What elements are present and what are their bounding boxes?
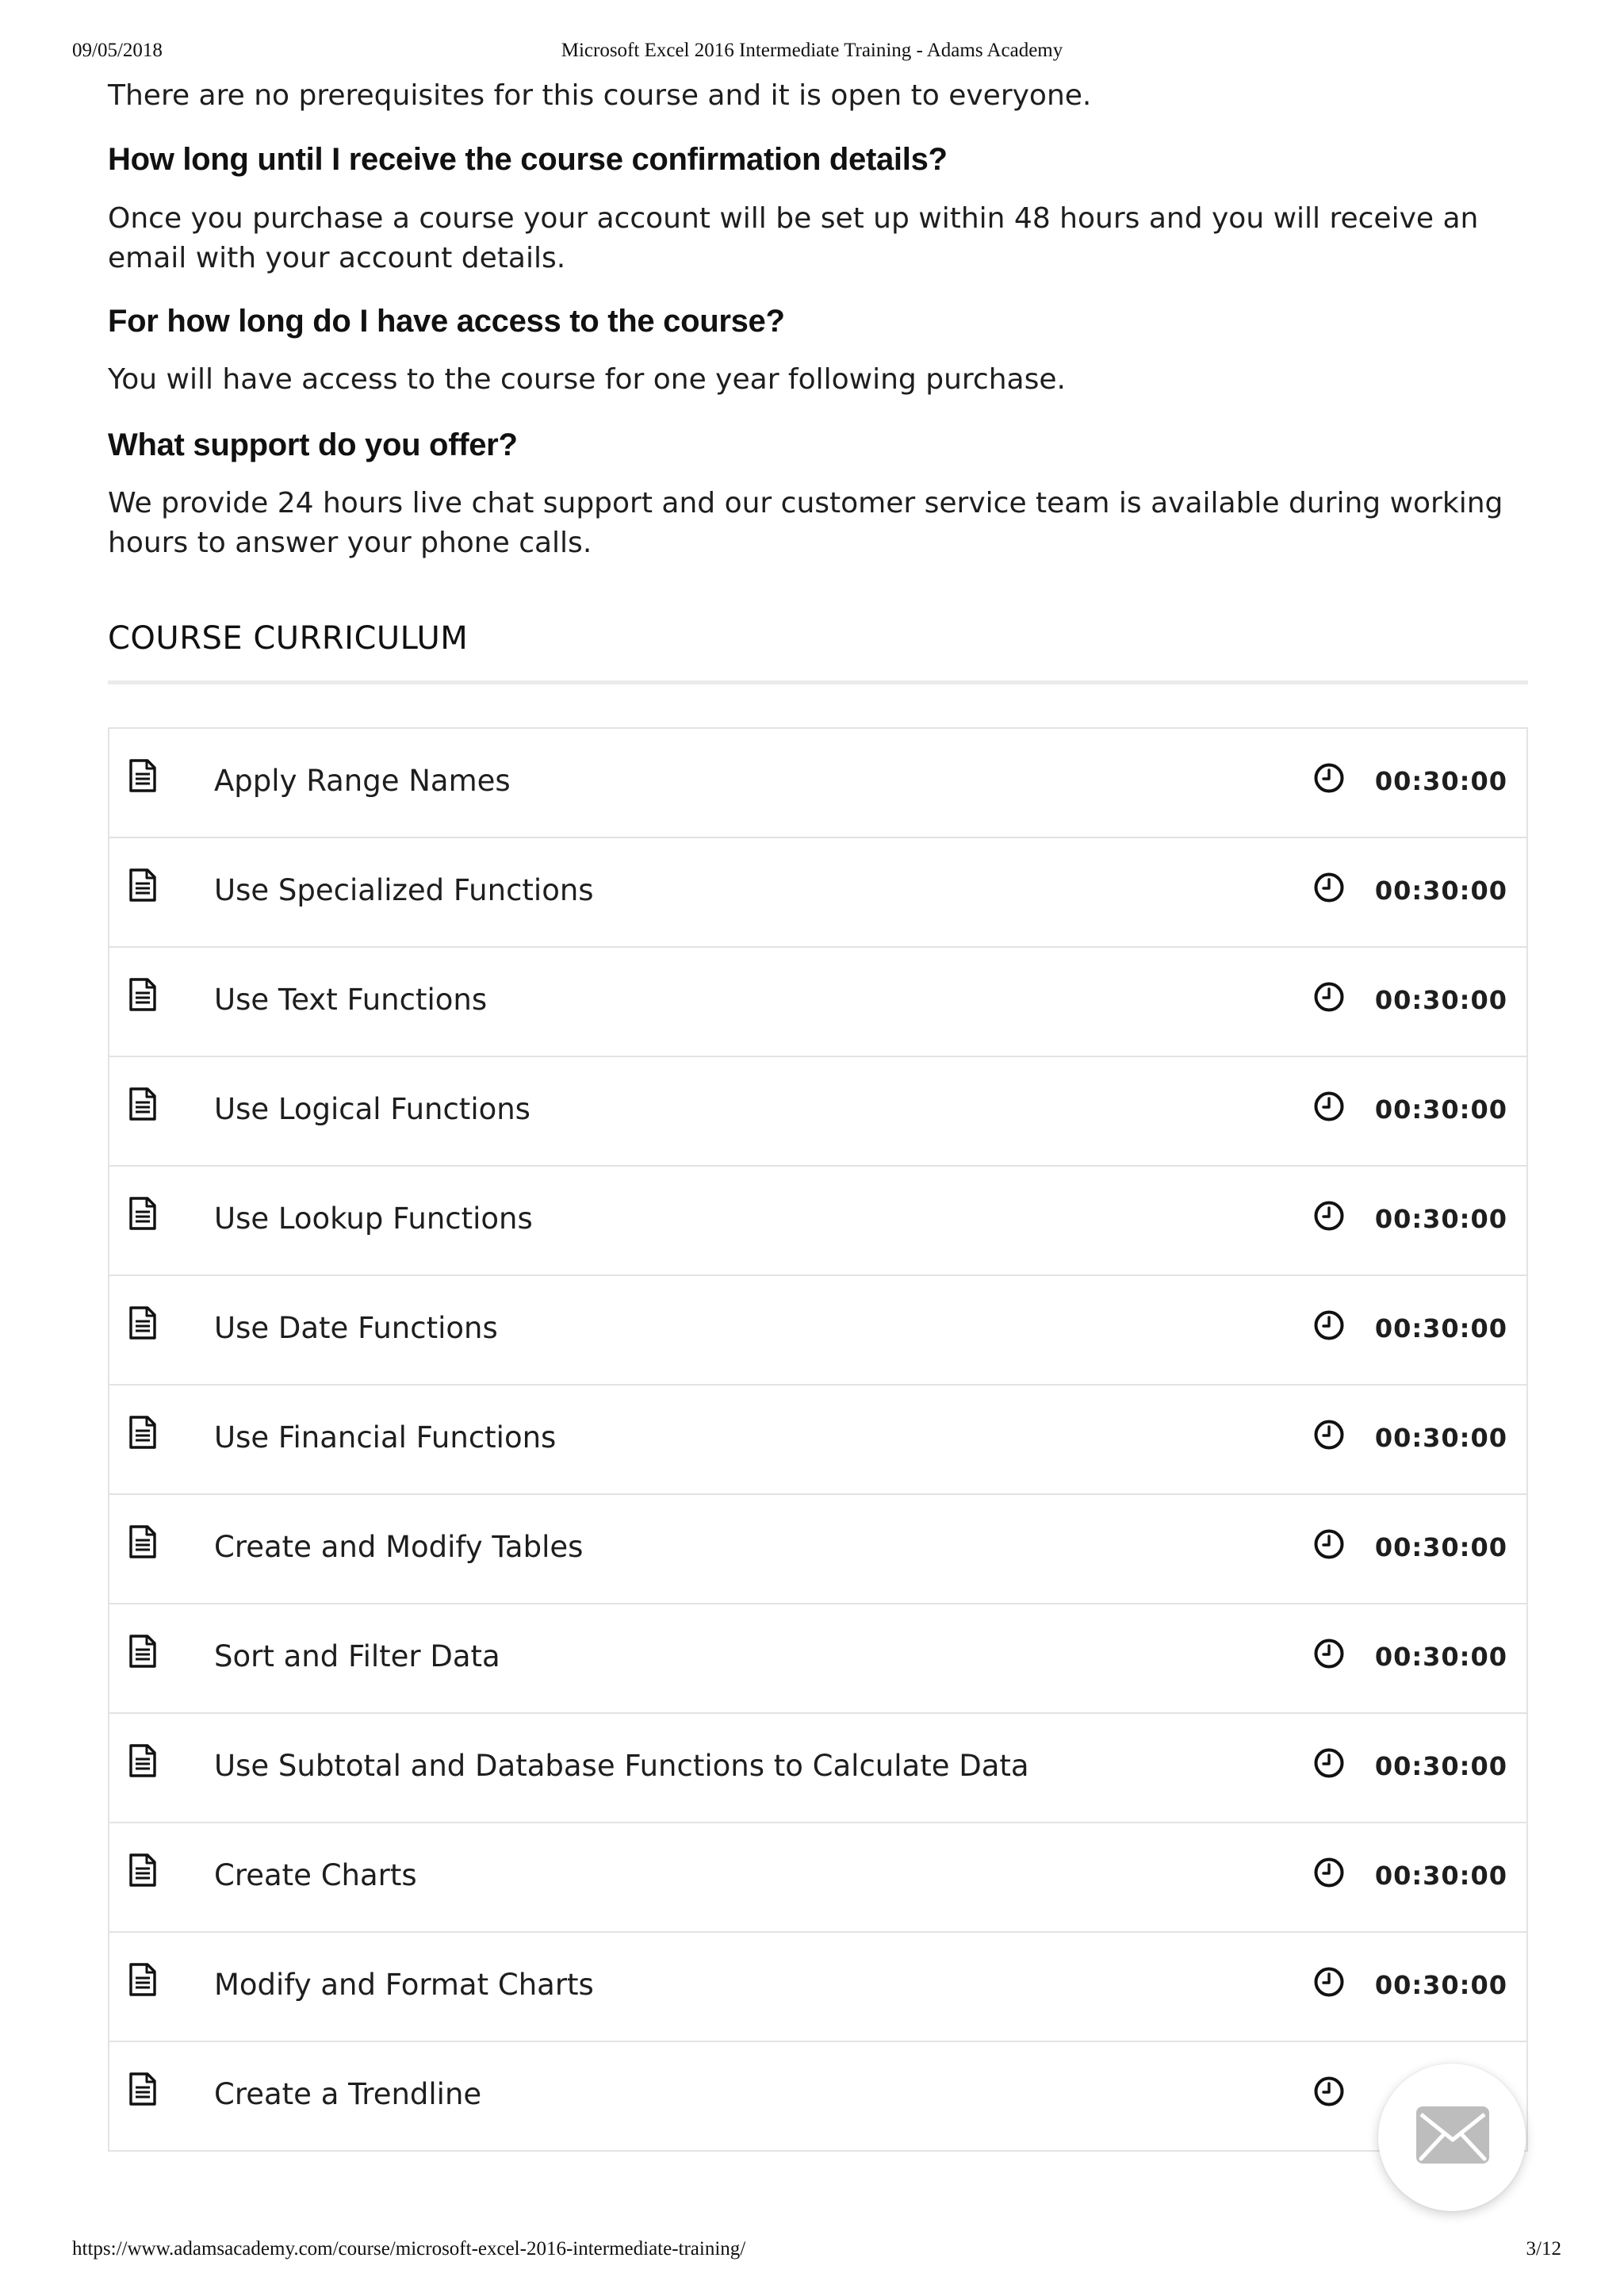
lesson-row[interactable] (109, 1714, 1526, 1823)
lesson-title[interactable]: Sort and Filter Data (214, 1639, 500, 1673)
lesson-title[interactable]: Use Logical Functions (214, 1092, 530, 1126)
faq-answer-prerequisites: There are no prerequisites for this course and it is open to everyone. (108, 79, 1092, 112)
lesson-title[interactable]: Create Charts (214, 1858, 417, 1892)
lesson-title[interactable]: Use Lookup Functions (214, 1202, 533, 1236)
faq-question-confirmation: How long until I receive the course confirmation details? (108, 142, 948, 177)
lesson-row[interactable] (109, 1276, 1526, 1386)
lesson-title[interactable]: Create a Trendline (214, 2077, 482, 2111)
document-icon (128, 1635, 157, 1668)
document-icon (128, 2072, 157, 2106)
envelope-icon (1416, 2106, 1489, 2164)
clock-icon (1313, 872, 1345, 903)
lesson-duration: 00:30:00 (1374, 985, 1507, 1015)
print-url: https://www.adamsacademy.com/course/microsoft-excel-2016-intermediate-training/ (72, 2238, 746, 2260)
lesson-title[interactable]: Apply Range Names (214, 764, 511, 798)
lesson-row[interactable] (109, 1495, 1526, 1604)
lesson-duration: 00:30:00 (1374, 1642, 1507, 1672)
lesson-title[interactable]: Use Financial Functions (214, 1420, 557, 1455)
lesson-title[interactable]: Use Text Functions (214, 983, 488, 1017)
lesson-row[interactable] (109, 2042, 1526, 2152)
lesson-row[interactable] (109, 1386, 1526, 1495)
document-icon (128, 759, 157, 792)
clock-icon (1313, 1419, 1345, 1451)
clock-icon (1313, 1747, 1345, 1779)
faq-answer-support: We provide 24 hours live chat support and our customer service team is available during working hours to answer your phone calls. (108, 487, 1503, 559)
lesson-row[interactable] (109, 948, 1526, 1057)
curriculum-title: COURSE CURRICULUM (108, 620, 469, 657)
lesson-row[interactable] (109, 1604, 1526, 1714)
print-page-number: 3/12 (1526, 2238, 1561, 2260)
document-icon (128, 1306, 157, 1340)
document-icon (128, 978, 157, 1011)
clock-icon (1313, 1200, 1345, 1232)
curriculum-list (108, 727, 1528, 2152)
lesson-duration: 00:30:00 (1374, 876, 1507, 906)
faq-question-support: What support do you offer? (108, 427, 518, 462)
lesson-row[interactable] (109, 1057, 1526, 1167)
clock-icon (1313, 1091, 1345, 1122)
lesson-row[interactable] (109, 1933, 1526, 2042)
document-icon (128, 1744, 157, 1777)
document-icon (128, 1197, 157, 1230)
lesson-row[interactable] (109, 1823, 1526, 1933)
clock-icon (1313, 1857, 1345, 1888)
document-icon (128, 1525, 157, 1558)
lesson-title[interactable]: Use Date Functions (214, 1311, 498, 1345)
faq-answer-access: You will have access to the course for one year following purchase. (108, 363, 1066, 396)
document-icon (128, 1963, 157, 1996)
lesson-duration: 00:30:00 (1374, 1313, 1507, 1343)
lesson-duration: 00:30:00 (1374, 1970, 1507, 2000)
print-date: 09/05/2018 (72, 40, 163, 61)
clock-icon (1313, 1309, 1345, 1341)
lesson-duration: 00:30:00 (1374, 1532, 1507, 1562)
print-page-title: Microsoft Excel 2016 Intermediate Training - Adams Academy (561, 40, 1063, 61)
contact-mail-button[interactable] (1378, 2064, 1526, 2211)
clock-icon (1313, 1966, 1345, 1998)
print-footer (0, 2238, 1624, 2265)
lesson-duration: 00:30:00 (1374, 1204, 1507, 1234)
lesson-row[interactable] (109, 1167, 1526, 1276)
document-icon (128, 868, 157, 902)
clock-icon (1313, 2076, 1345, 2107)
curriculum-divider (108, 680, 1528, 684)
lesson-duration: 00:30:00 (1374, 1861, 1507, 1891)
lesson-duration: 00:30:00 (1374, 1423, 1507, 1453)
clock-icon (1313, 762, 1345, 794)
faq-answer-confirmation: Once you purchase a course your account will be set up within 48 hours and you will receive an email with your account details. (108, 202, 1479, 274)
lesson-title[interactable]: Create and Modify Tables (214, 1530, 584, 1564)
clock-icon (1313, 1528, 1345, 1560)
lesson-row[interactable] (109, 838, 1526, 948)
document-icon (128, 1087, 157, 1121)
clock-icon (1313, 1638, 1345, 1669)
clock-icon (1313, 981, 1345, 1013)
print-header (0, 40, 1624, 67)
lesson-duration: 00:30:00 (1374, 766, 1507, 796)
document-icon (128, 1853, 157, 1887)
faq-question-access: For how long do I have access to the course? (108, 304, 785, 339)
document-icon (128, 1416, 157, 1449)
lesson-title[interactable]: Use Specialized Functions (214, 873, 594, 907)
lesson-duration: 00:30:00 (1374, 1094, 1507, 1125)
lesson-duration: 00:30:00 (1374, 1751, 1507, 1781)
lesson-row[interactable] (109, 729, 1526, 838)
lesson-title[interactable]: Use Subtotal and Database Functions to Calculate Data (214, 1749, 1029, 1783)
lesson-title[interactable]: Modify and Format Charts (214, 1968, 594, 2002)
